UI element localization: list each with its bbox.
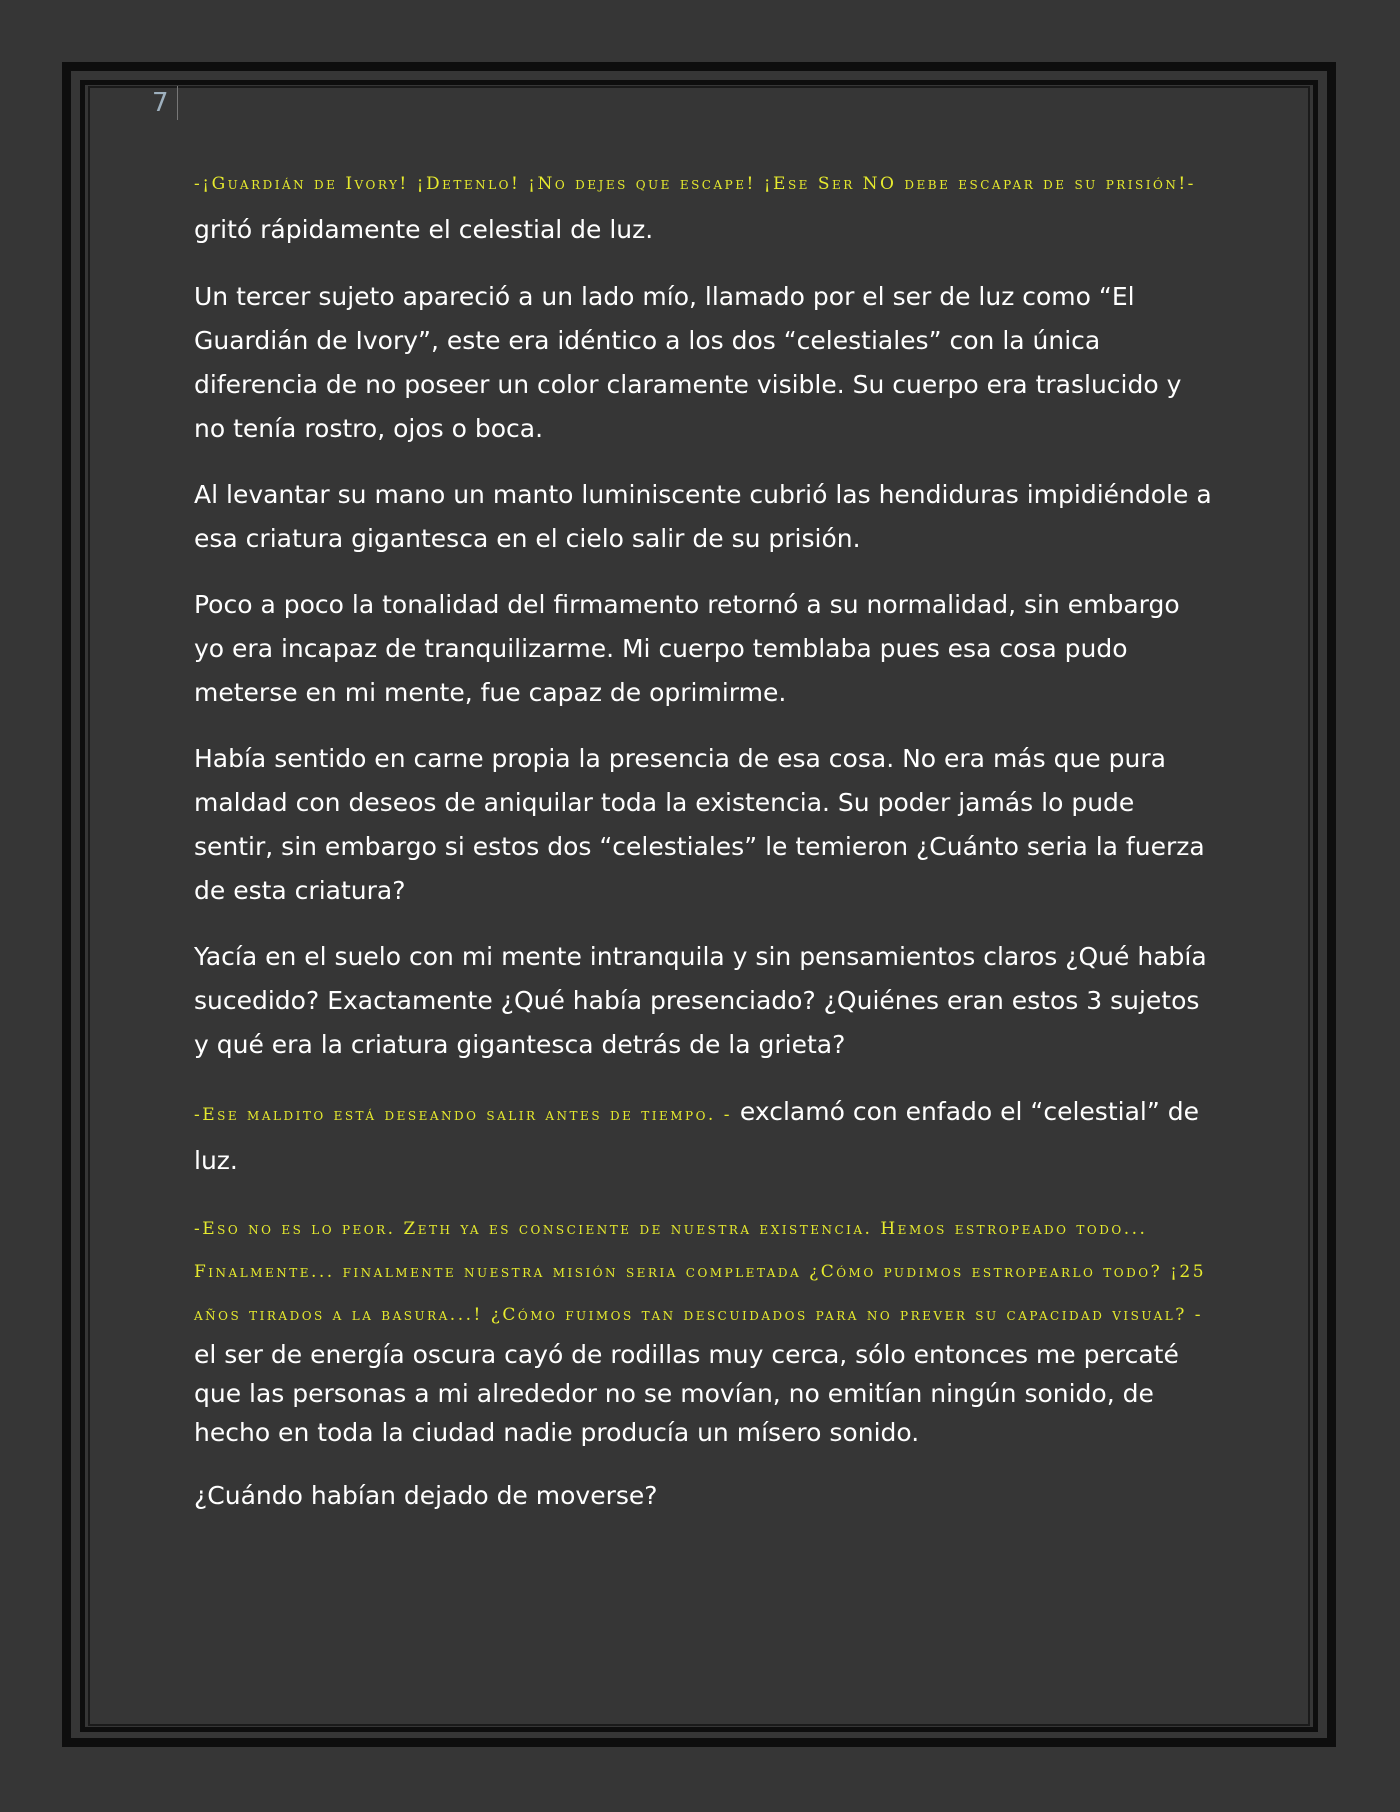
page-number: 7 bbox=[152, 86, 178, 120]
speech-text: -Eso no es lo peor. Zeth ya es consciente de nuestra existencia. Hemos estropeado todo... Finalmente... finalmente nuestra misión seria completada ¿Cómo pudimos estropearlo todo? ¡25 años tirados a la basura...! ¿Cómo fuimos tan descuidados para no prever su capacidad visual? - bbox=[194, 1219, 1207, 1325]
page-content bbox=[194, 158, 1214, 1540]
paragraph-4: Poco a poco la tonalidad del firmamento retornó a su normalidad, sin embargo yo era incapaz de tranquilizarme. Mi cuerpo temblaba pues esa cosa pudo meterse en mi mente, fue capaz de oprimirme. bbox=[194, 590, 1180, 707]
paragraph-2: Un tercer sujeto apareció a un lado mío, llamado por el ser de luz como “El Guardián de Ivory”, este era idéntico a los dos “celestiales” con la única diferencia de no poseer un color claramente visible. Su cuerpo era traslucido y no tenía rostro, ojos o boca. bbox=[194, 282, 1182, 443]
paragraph-dialog-7 bbox=[194, 1089, 1214, 1184]
paragraph-6: Yacía en el suelo con mi mente intranquila y sin pensamientos claros ¿Qué había sucedido? Exactamente ¿Qué había presenciado? ¿Quiénes eran estos 3 sujetos y qué era la criatura gigantesca detrás de la grieta? bbox=[194, 942, 1207, 1059]
speech-text: -Ese maldito está deseando salir antes de tiempo. - bbox=[194, 1105, 732, 1125]
paragraph-dialog-8 bbox=[194, 1206, 1214, 1452]
speech-text: -¡Guardián de Ivory! ¡Detenlo! ¡No dejes que escape! ¡Ese Ser NO debe escapar de su prisión!- bbox=[194, 174, 1196, 194]
narration-text: gritó rápidamente el celestial de luz. bbox=[194, 215, 654, 244]
narration-text: exclamó con enfado el “celestial” de luz. bbox=[194, 1097, 1199, 1175]
paragraph-3: Al levantar su mano un manto luminiscente cubrió las hendiduras impidiéndole a esa criatura gigantesca en el cielo salir de su prisión. bbox=[194, 480, 1212, 553]
paragraph-5: Había sentido en carne propia la presencia de esa cosa. No era más que pura maldad con deseos de aniquilar toda la existencia. Su poder jamás lo pude sentir, sin embargo si estos dos “celestiales” le temieron ¿Cuánto seria la fuerza de esta criatura? bbox=[194, 744, 1205, 905]
narration-text: el ser de energía oscura cayó de rodillas muy cerca, sólo entonces me percaté que las personas a mi alrededor no se movían, no emitían ningún sonido, de hecho en toda la ciudad nadie producía un mísero sonido. bbox=[194, 1340, 1179, 1447]
paragraph-9: ¿Cuándo habían dejado de moverse? bbox=[194, 1481, 658, 1510]
paragraph-dialog-1 bbox=[194, 158, 1214, 253]
